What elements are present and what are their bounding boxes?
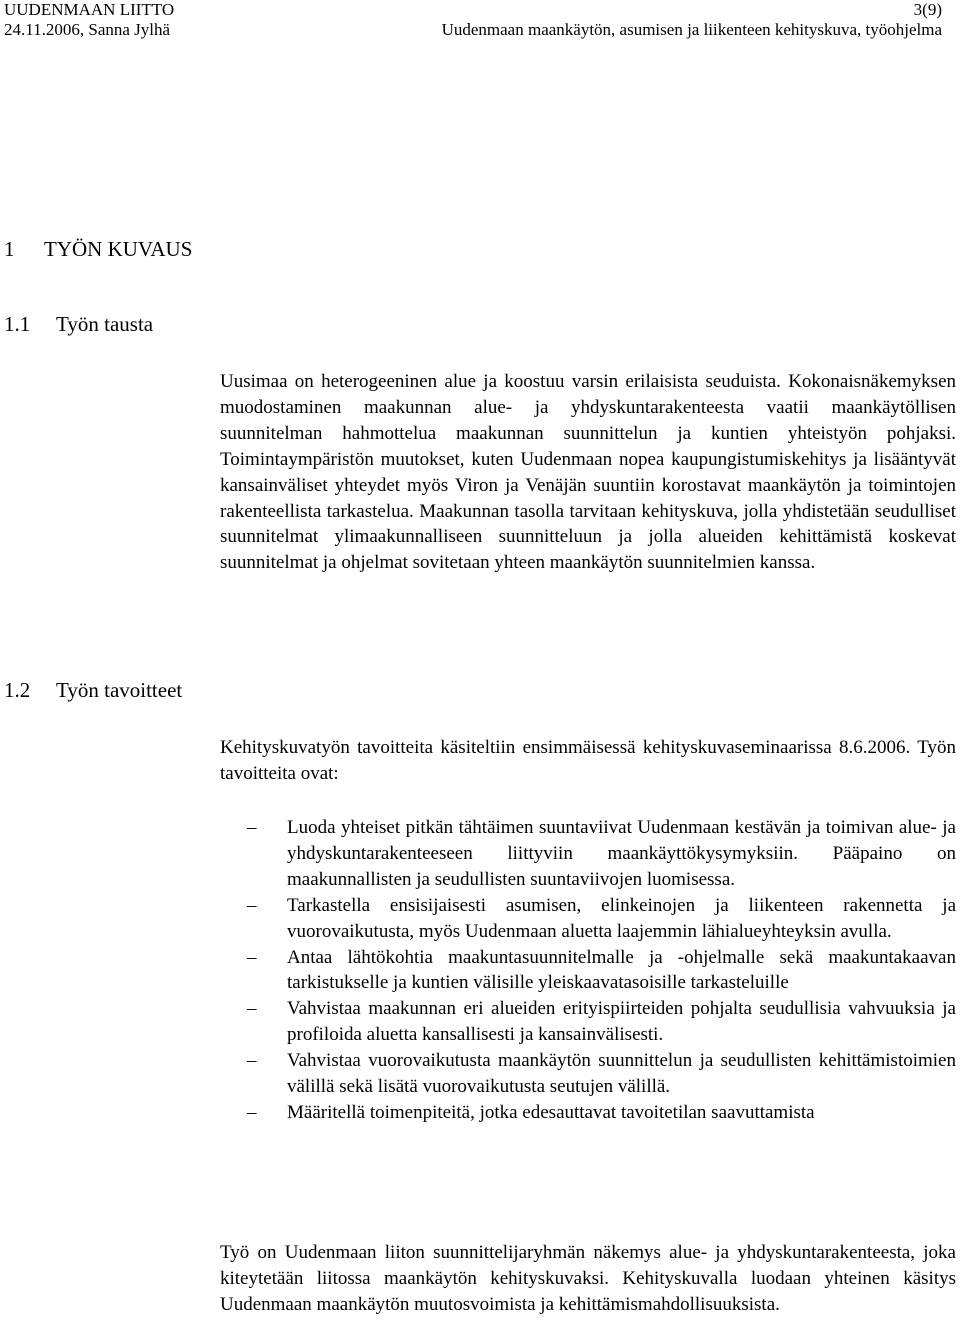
heading-title: TYÖN KUVAUS	[44, 237, 193, 261]
bullet-dash: –	[247, 998, 257, 1020]
list-item-text: Antaa lähtökohtia maakuntasuunnitelmalle ja -ohjelmalle sekä maakuntakaavan tarkistukselle ja kuntien välisille yleiskaavatasoisille tarkasteluille	[287, 946, 956, 994]
list-item-text: Määritellä toimenpiteitä, jotka edesauttavat tavoitetilan saavuttamista	[287, 1101, 815, 1123]
heading-section-1	[4, 236, 192, 262]
heading-number: 1	[4, 237, 15, 261]
heading-title: Työn tavoitteet	[56, 678, 183, 702]
page-header-sub	[4, 20, 942, 40]
list-item-text: Tarkastella ensisijaisesti asumisen, elinkeinojen ja liikenteen rakennetta ja vuorovaikutusta, myös Uudenmaan aluetta laajemmin lähialueyhteyksin avulla.	[287, 894, 956, 942]
heading-section-1-2	[4, 677, 182, 703]
closing-paragraph: Työ on Uudenmaan liiton suunnittelijaryhmän näkemys alue- ja yhdyskuntarakenteesta, joka kiteytetään liitossa maankäytön kehityskuvaksi. Kehityskuvalla luodaan yhteinen käsitys Uudenmaan maankäytön muutosvoimista ja kehittämismahdollisuuksista.	[220, 1242, 956, 1315]
list-item-text: Vahvistaa maakunnan eri alueiden erityispiirteiden pohjalta seudullisia vahvuuksia ja profiloida aluetta kansallisesti ja kansainvälisesti.	[287, 998, 956, 1046]
list-item	[220, 893, 956, 945]
background-paragraph: Uusimaa on heterogeeninen alue ja koostuu varsin erilaisista seuduista. Kokonaisnäkemyksen muodostaminen maakunnan alue- ja yhdyskuntarakenteesta vaatii maankäytöllisen suunnitelman hahmottelua maakunnan suunnittelun ja kuntien yhteistyön pohjaksi. Toimintaympäristön muutokset, kuten Uudenmaan nopea kaupungistumiskehitys ja lisääntyvät kansainväliset yhteydet myös Viron ja Venäjän suuntiin korostavat maankäytön ja toimintojen rakenteellista tarkastelua. Maakunnan tasolla tarvitaan kehityskuva, jolla yhdistetään seudulliset suunnitelmat ylimaakunnalliseen suunnitteluun ja jolla alueiden kehittämistä koskevat suunnitelmat ja ohjelmat sovitetaan yhteen maankäytön suunnitelmien kanssa.	[220, 371, 956, 574]
bullet-dash: –	[247, 817, 257, 838]
bullet-dash: –	[247, 1050, 257, 1072]
heading-number: 1.2	[4, 678, 31, 702]
list-item	[220, 996, 956, 1048]
bullet-dash: –	[247, 946, 257, 968]
goals-intro-paragraph: Kehityskuvatyön tavoitteita käsiteltiin ensimmäisessä kehityskuvaseminaarissa 8.6.2006. Työn tavoitteita ovat:	[220, 737, 956, 784]
list-item	[220, 945, 956, 997]
goals-list	[220, 815, 956, 1126]
page-header-top	[4, 0, 942, 20]
list-item	[220, 815, 956, 893]
heading-number: 1.1	[4, 312, 31, 336]
document-title: Uudenmaan maankäytön, asumisen ja liikenteen kehityskuva, työohjelma	[441, 20, 942, 39]
date-author: 24.11.2006, Sanna Jylhä	[4, 20, 171, 39]
heading-title: Työn tausta	[56, 312, 154, 336]
list-item	[220, 1100, 956, 1126]
list-item-text: Luoda yhteiset pitkän tähtäimen suuntaviivat Uudenmaan kestävän ja toimivan alue- ja yhdyskuntarakenteeseen liittyviin maankäyttökysymyksiin. Pääpaino on maakunnallisten ja seudullisten suuntaviivojen luomisessa.	[287, 817, 956, 890]
organization-name: UUDENMAAN LIITTO	[4, 0, 175, 19]
bullet-dash: –	[247, 894, 257, 916]
list-item-text: Vahvistaa vuorovaikutusta maankäytön suunnittelun ja seudullisten kehittämistoimien välillä sekä lisätä vuorovaikutusta seutujen välillä.	[287, 1050, 956, 1098]
heading-section-1-1	[4, 311, 153, 337]
bullet-dash: –	[247, 1101, 257, 1123]
list-item	[220, 1048, 956, 1100]
page-number: 3(9)	[913, 0, 942, 19]
